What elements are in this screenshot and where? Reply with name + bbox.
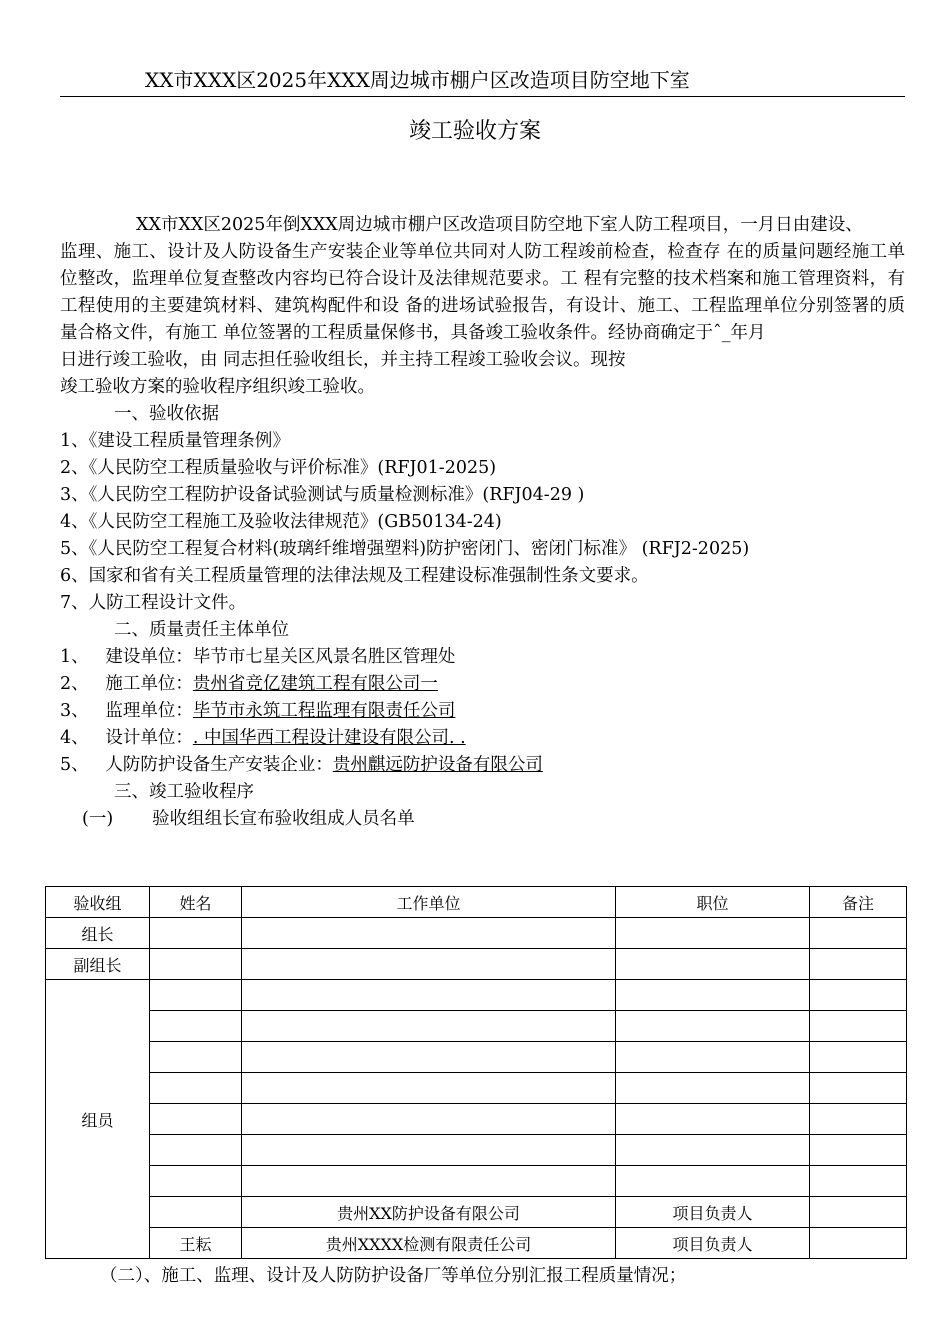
table-cell	[150, 1135, 242, 1166]
acceptance-team-table	[45, 886, 907, 1259]
table-row	[46, 980, 907, 1011]
table-row	[46, 1228, 907, 1259]
table-cell	[616, 918, 810, 949]
basis-item: 5、《人民防空工程复合材料(玻璃纤维增强塑料)防护密闭门、密闭门标准》 (RFJ2-2025)	[60, 539, 750, 559]
role-cell: 组员	[46, 980, 150, 1259]
header-cell-name: 姓名	[150, 887, 242, 918]
table-cell	[242, 1104, 616, 1135]
intro-paragraph-3: 日进行竣工验收，由 同志担任验收组长，并主持工程竣工验收会议。现按	[60, 350, 626, 370]
unit-value: 毕节市七星关区风景名胜区管理处	[192, 647, 456, 667]
table-cell	[616, 1166, 810, 1197]
table-cell	[150, 1104, 242, 1135]
table-cell	[242, 1166, 616, 1197]
unit-label: 施工单位：	[105, 674, 193, 694]
basis-item: 3、《人民防空工程防护设备试验测试与质量检测标准》(RFJ04-29 )	[60, 485, 585, 505]
table-cell	[150, 1197, 242, 1228]
table-cell	[242, 949, 616, 980]
table-cell	[150, 1166, 242, 1197]
document-title: 竣工验收方案	[408, 119, 541, 144]
table-cell	[810, 980, 907, 1011]
table-cell	[242, 918, 616, 949]
step-number: (一)	[82, 809, 114, 829]
table-cell: 贵州XX防护设备有限公司	[242, 1197, 616, 1228]
table-cell	[810, 949, 907, 980]
unit-value: 毕节市永筑工程监理有限责任公司	[192, 701, 456, 721]
table-cell: 王耘	[150, 1228, 242, 1259]
table-cell	[242, 1073, 616, 1104]
table-cell	[810, 1228, 907, 1259]
table-row	[46, 1011, 907, 1042]
table-cell	[616, 1073, 810, 1104]
table-cell	[150, 980, 242, 1011]
basis-item: 4、《人民防空工程施工及验收法律规范》(GB50134-24)	[60, 512, 502, 532]
unit-label: 建设单位：	[105, 647, 193, 667]
table-row	[46, 1197, 907, 1228]
table-cell	[616, 1042, 810, 1073]
table-cell	[150, 1042, 242, 1073]
table-header-row	[46, 887, 907, 918]
basis-item: 1、《建设工程质量管理条例》	[60, 431, 290, 451]
step-text: 验收组组长宣布验收组成人员名单	[152, 809, 415, 829]
unit-label: 人防防护设备生产安装企业：	[105, 755, 333, 775]
table-cell	[150, 918, 242, 949]
table-cell: 项目负责人	[616, 1228, 810, 1259]
table-cell	[810, 1166, 907, 1197]
document-body	[60, 212, 905, 833]
unit-item	[60, 752, 905, 779]
unit-number: 2、	[60, 674, 89, 694]
table-row-leader	[46, 918, 907, 949]
document-header: XX市XXX区2025年XXX周边城市棚户区改造项目防空地下室	[145, 68, 690, 92]
table-row	[46, 1135, 907, 1166]
table-cell	[150, 1011, 242, 1042]
section-3-heading: 三、竣工验收程序	[114, 782, 254, 802]
table-cell	[150, 949, 242, 980]
header-cell-group: 验收组	[46, 887, 150, 918]
unit-label: 设计单位：	[105, 728, 193, 748]
unit-item	[60, 644, 905, 671]
table-cell	[810, 1197, 907, 1228]
header-rule	[60, 96, 905, 97]
table-cell	[242, 1011, 616, 1042]
intro-paragraph-2: 监理、施工、设计及人防设备生产安装企业等单位共同对人防工程竣前检查，检查存 在的质量问题经施工单位整改，监理单位复查整改内容均已符合设计及法律规范要求。工 程有完整的技术档案和施工管理资料，有工程使用的主要建筑材料、建筑构配件和设 备的进场试验报告，有设计、施工、工程监理单位分别签署的质量合格文件，有施工 单位签署的工程质量保修书，具备竣工验收条件。经协商确定于ˆ_年月	[60, 242, 905, 343]
unit-number: 1、	[60, 647, 89, 667]
unit-value: . 中国华西工程设计建设有限公司. .	[192, 728, 466, 748]
header-cell-remark: 备注	[810, 887, 907, 918]
table-cell	[616, 980, 810, 1011]
unit-value: 贵州省竞亿建筑工程有限公司一	[192, 674, 438, 694]
table-cell	[810, 1042, 907, 1073]
table-cell	[810, 1011, 907, 1042]
table-cell	[242, 1042, 616, 1073]
basis-item: 7、人防工程设计文件。	[60, 593, 247, 613]
header-cell-position: 职位	[616, 887, 810, 918]
unit-number: 5、	[60, 755, 89, 775]
unit-number: 4、	[60, 728, 89, 748]
unit-item	[60, 671, 905, 698]
procedure-step-1	[60, 806, 905, 833]
unit-number: 3、	[60, 701, 89, 721]
unit-value: 贵州麒远防护设备有限公司	[332, 755, 543, 775]
table-row	[46, 1104, 907, 1135]
table-cell: 贵州XXXX检测有限责任公司	[242, 1228, 616, 1259]
table-row	[46, 1042, 907, 1073]
header-cell-unit: 工作单位	[242, 887, 616, 918]
intro-paragraph-1: XX市XX区2025年倒XXX周边城市棚户区改造项目防空地下室人防工程项目，一月日由建设、	[136, 215, 863, 235]
table-cell	[242, 1135, 616, 1166]
table-cell	[150, 1073, 242, 1104]
table-cell	[616, 1011, 810, 1042]
table-cell	[242, 980, 616, 1011]
procedure-step-2: （二）、施工、监理、设计及人防防护设备厂等单位分别汇报工程质量情况；	[100, 1266, 687, 1286]
unit-item	[60, 725, 905, 752]
section-2-heading: 二、质量责任主体单位	[114, 620, 289, 640]
table-cell	[616, 1104, 810, 1135]
table-cell	[810, 918, 907, 949]
intro-paragraph-4: 竣工验收方案的验收程序组织竣工验收。	[60, 377, 375, 397]
section-1-heading: 一、验收依据	[114, 404, 219, 424]
role-cell: 副组长	[46, 949, 150, 980]
table-cell	[810, 1135, 907, 1166]
table-cell: 项目负责人	[616, 1197, 810, 1228]
role-cell: 组长	[46, 918, 150, 949]
table-cell	[616, 1135, 810, 1166]
basis-item: 2、《人民防空工程质量验收与评价标准》(RFJ01-2025)	[60, 458, 497, 478]
basis-item: 6、国家和省有关工程质量管理的法律法规及工程建设标准强制性条文要求。	[60, 566, 649, 586]
table-cell	[810, 1104, 907, 1135]
table-cell	[616, 949, 810, 980]
table-row	[46, 1166, 907, 1197]
table-cell	[810, 1073, 907, 1104]
table-row-deputy	[46, 949, 907, 980]
unit-label: 监理单位：	[105, 701, 193, 721]
unit-item	[60, 698, 905, 725]
table-row	[46, 1073, 907, 1104]
